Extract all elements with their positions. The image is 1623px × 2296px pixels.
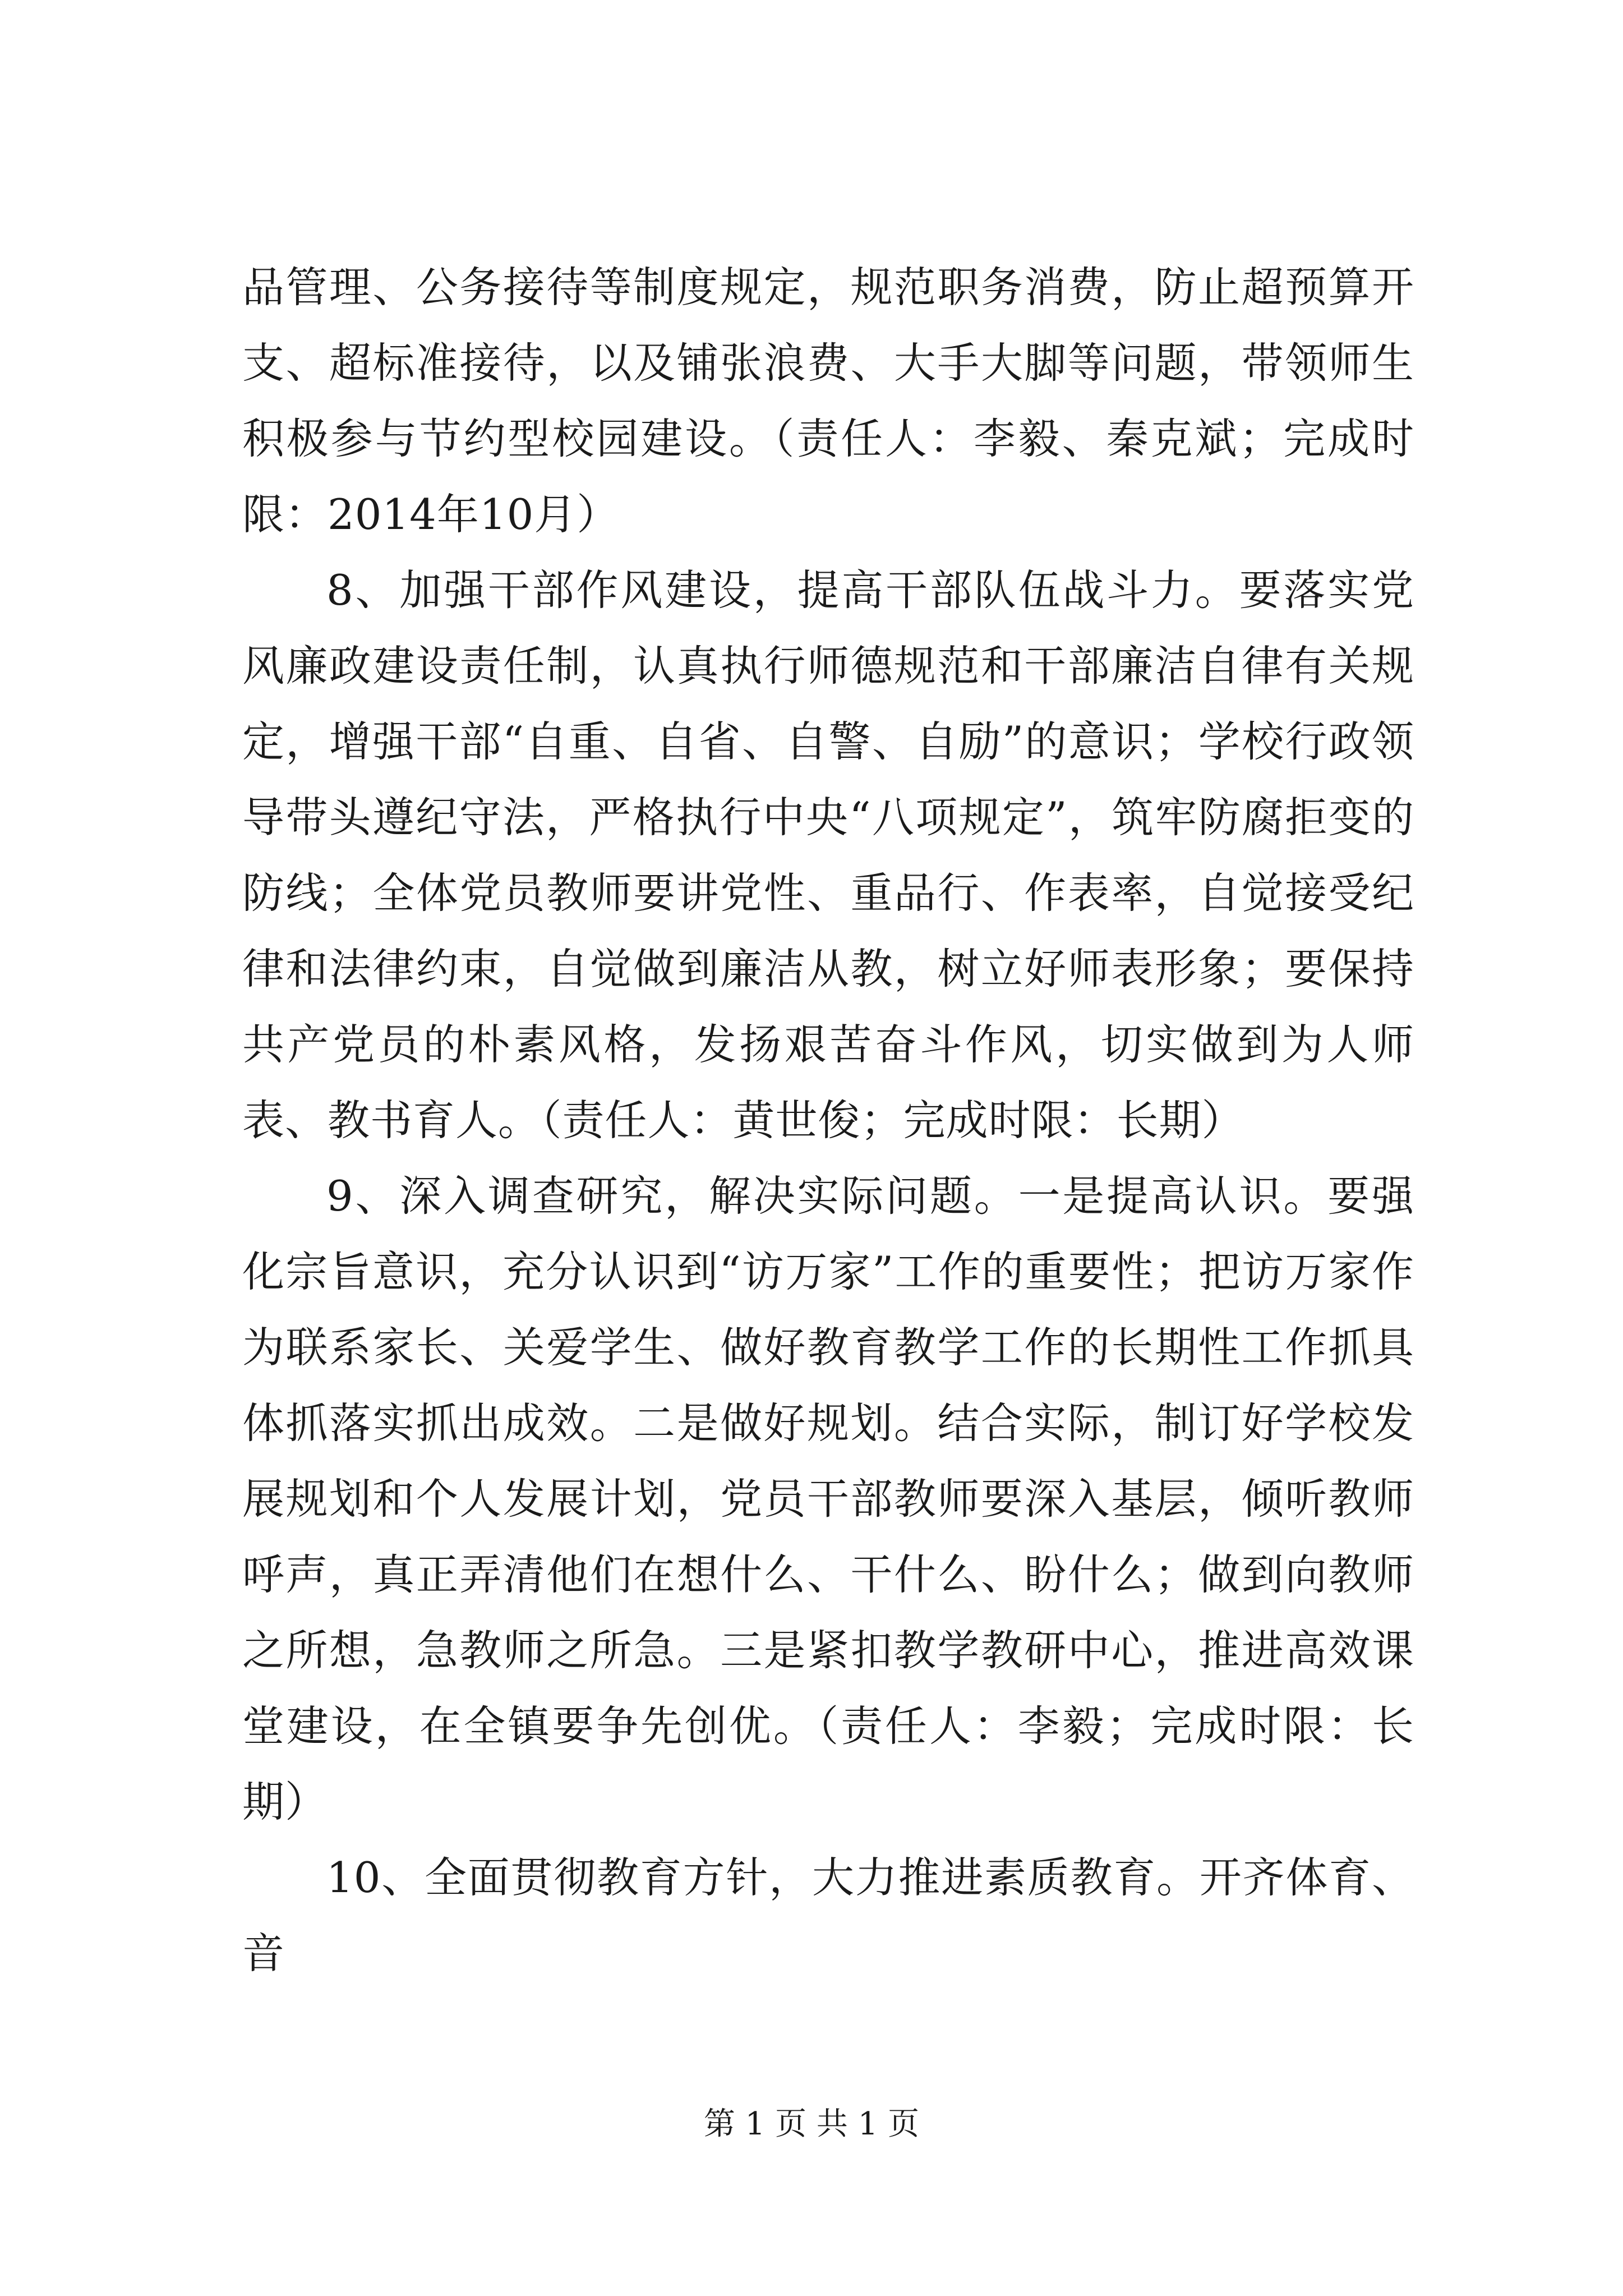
paragraph-item-8: 8、加强干部作风建设，提高干部队伍战斗力。要落实党风廉政建设责任制，认真执行师德规范和干部廉洁自律有关规定，增强干部“自重、自省、自警、自励”的意识；学校行政领导带头遵纪守法，严格执行中央“八项规定”，筑牢防腐拒变的防线；全体党员教师要讲党性、重品行、作表率，自觉接受纪律和法律约束，自觉做到廉洁从教，树立好师表形象；要保持共产党员的朴素风格，发扬艰苦奋斗作风，切实做到为人师表、教书育人。（责任人：黄世俊；完成时限：长期） — [242, 565, 1414, 1145]
paragraph-item-9: 9、深入调查研究，解决实际问题。一是提高认识。要强化宗旨意识，充分认识到“访万家”工作的重要性；把访万家作为联系家长、关爱学生、做好教育教学工作的长期性工作抓具体抓落实抓出成效。二是做好规划。结合实际，制订好学校发展规划和个人发展计划，党员干部教师要深入基层，倾听教师呼声，真正弄清他们在想什么、干什么、盼什么；做到向教师之所想，急教师之所急。三是紧扣教学教研中心，推进高效课堂建设，在全镇要争先创优。（责任人：李毅；完成时限：长期） — [242, 1171, 1414, 1826]
paragraph-item-10: 10、全面贯彻教育方针，大力推进素质教育。开齐体育、音 — [242, 1853, 1414, 1978]
page-number-footer: 第 1 页 共 1 页 — [703, 2106, 920, 2142]
paragraph-continuation: 品管理、公务接待等制度规定，规范职务消费，防止超预算开支、超标准接待，以及铺张浪费、大手大脚等问题，带领师生积极参与节约型校园建设。（责任人：李毅、秦克斌；完成时限：2014年10月） — [242, 263, 1414, 539]
document-body — [242, 250, 1414, 1991]
